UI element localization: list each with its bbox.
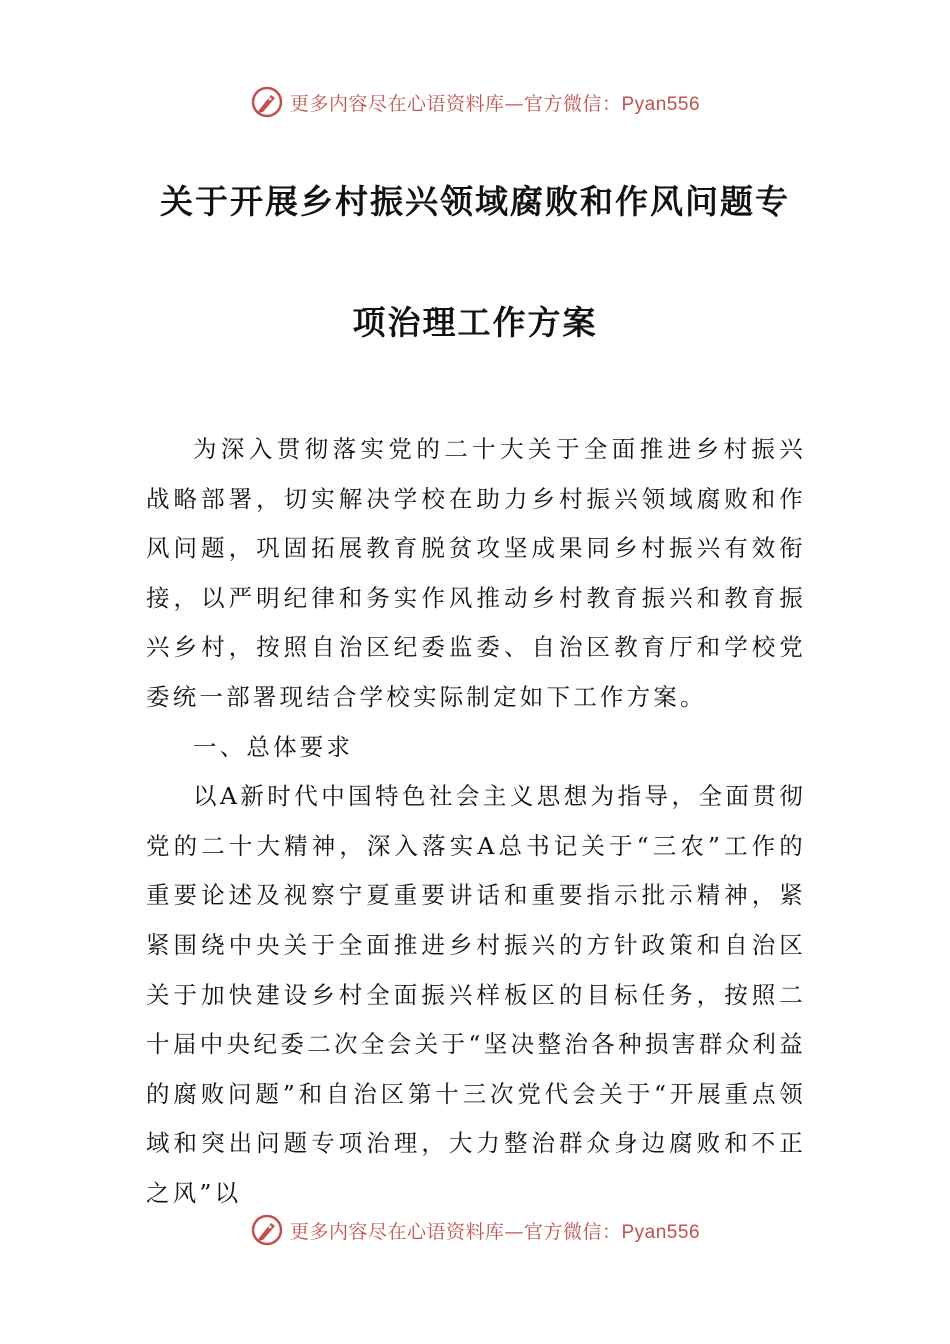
header-watermark-inner [250, 85, 700, 119]
watermark-label: 更多内容尽在心语资料库—官方微信： [289, 1220, 622, 1243]
section1-paragraph: 以A新时代中国特色社会主义思想为指导，全面贯彻党的二十大精神，深入落实A总书记关于“三农”工作的重要论述及视察宁夏重要讲话和重要指示批示精神，紧紧围绕中央关于全面推进乡村振兴的方针政策和自治区关于加快建设乡村全面振兴样板区的目标任务，按照二十届中央纪委二次全会关于“坚决整治各种损害群众利益的腐败问题”和自治区第十三次党代会关于“开展重点领域和突出问题专项治理，大力整治群众身边腐败和不正之风”以 [146, 782, 806, 1207]
document-title-line2: 项治理工作方案 [352, 303, 598, 342]
header-watermark [0, 80, 950, 124]
intro-paragraph: 为深入贯彻落实党的二十大关于全面推进乡村振兴战略部署，切实解决学校在助力乡村振兴领域腐败和作风问题，巩固拓展教育脱贫攻坚成果同乡村振兴有效衔接，以严明纪律和务实作风推动乡村教育振兴和教育振兴乡村，按照自治区纪委监委、自治区教育厅和学校党委统一部署现结合学校实际制定如下工作方案。 [146, 435, 806, 711]
wechat-id: Pyan556 [621, 93, 701, 115]
document-body [146, 425, 806, 1219]
section1-heading: 一、总体要求 [193, 732, 354, 761]
watermark-label: 更多内容尽在心语资料库—官方微信： [289, 92, 622, 115]
header-watermark-text [290, 89, 700, 116]
pen-nib-logo-icon [250, 1213, 284, 1247]
pen-nib-logo-icon [250, 85, 284, 119]
document-title-line1: 关于开展乡村振兴领域腐败和作风问题专 [160, 182, 790, 221]
footer-watermark [0, 1208, 950, 1252]
footer-watermark-text [290, 1217, 700, 1244]
footer-watermark-inner [250, 1213, 700, 1247]
wechat-id: Pyan556 [621, 1221, 701, 1243]
